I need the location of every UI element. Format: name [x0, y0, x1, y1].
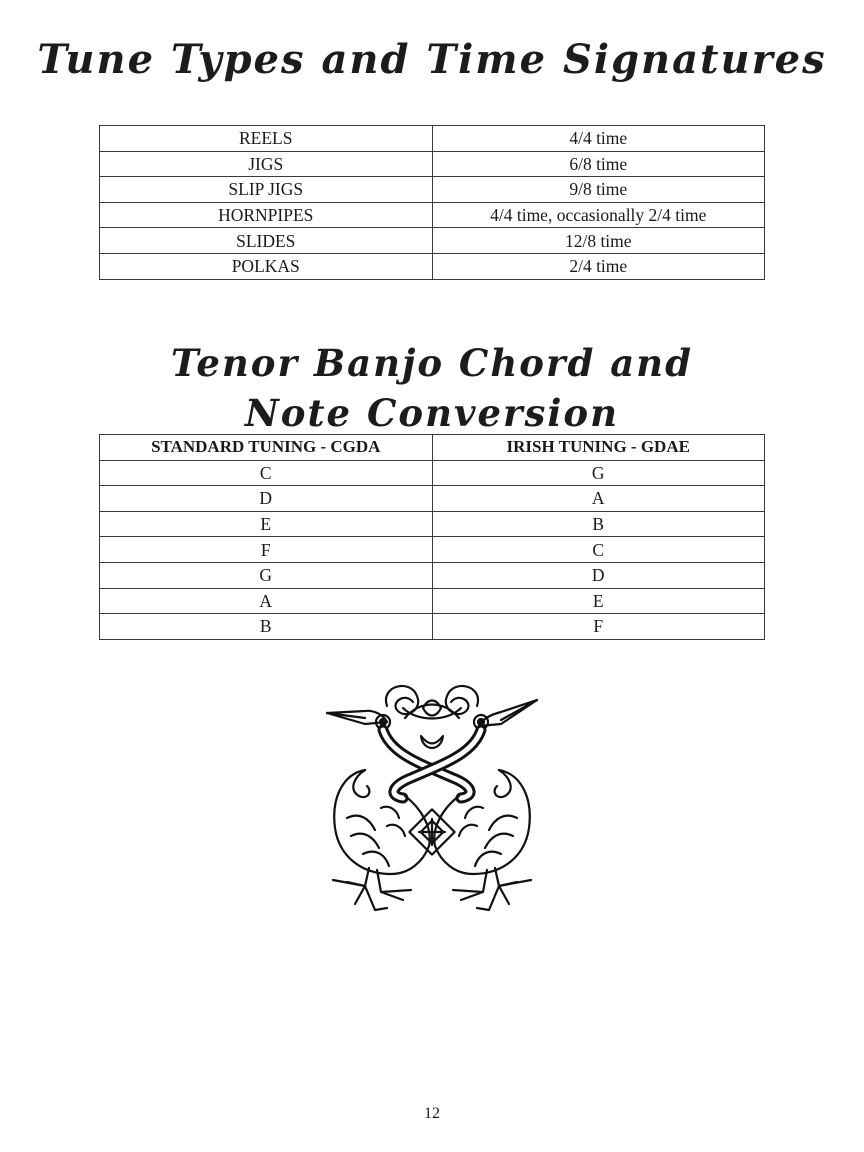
irish-note-cell: G — [432, 460, 765, 486]
standard-note-cell: E — [100, 511, 433, 537]
table-row — [100, 486, 765, 512]
celtic-birds-illustration — [325, 678, 539, 928]
tune-type-cell: SLIDES — [100, 228, 433, 254]
standard-note-cell: C — [100, 460, 433, 486]
irish-note-cell: E — [432, 588, 765, 614]
tune-type-cell: JIGS — [100, 151, 433, 177]
table-row — [100, 202, 765, 228]
table-row — [100, 177, 765, 203]
tune-type-cell: REELS — [100, 126, 433, 152]
standard-note-cell: B — [100, 614, 433, 640]
conversion-title-line2: Note Conversion — [244, 391, 620, 435]
table-row — [100, 614, 765, 640]
table-row — [100, 253, 765, 279]
table-row — [100, 151, 765, 177]
tune-type-cell: POLKAS — [100, 253, 433, 279]
standard-note-cell: F — [100, 537, 433, 563]
time-signature-cell: 4/4 time, occasionally 2/4 time — [432, 202, 765, 228]
table-row — [100, 537, 765, 563]
irish-note-cell: F — [432, 614, 765, 640]
irish-note-cell: C — [432, 537, 765, 563]
irish-note-cell: D — [432, 562, 765, 588]
irish-tuning-header: IRISH TUNING - GDAE — [432, 435, 765, 461]
tune-types-title: Tune Types and Time Signatures — [37, 36, 827, 83]
time-signature-cell: 12/8 time — [432, 228, 765, 254]
tune-types-table — [99, 125, 765, 280]
time-signature-cell: 2/4 time — [432, 253, 765, 279]
time-signature-cell: 6/8 time — [432, 151, 765, 177]
conversion-title — [0, 338, 864, 438]
conversion-table — [99, 434, 765, 640]
table-row — [100, 511, 765, 537]
table-row — [100, 460, 765, 486]
time-signature-cell: 9/8 time — [432, 177, 765, 203]
standard-note-cell: A — [100, 588, 433, 614]
table-header-row — [100, 435, 765, 461]
table-row — [100, 588, 765, 614]
table-row — [100, 562, 765, 588]
standard-note-cell: D — [100, 486, 433, 512]
irish-note-cell: A — [432, 486, 765, 512]
tune-type-cell: HORNPIPES — [100, 202, 433, 228]
time-signature-cell: 4/4 time — [432, 126, 765, 152]
tune-type-cell: SLIP JIGS — [100, 177, 433, 203]
table-row — [100, 126, 765, 152]
table-row — [100, 228, 765, 254]
page-number: 12 — [424, 1105, 440, 1122]
conversion-title-line1: Tenor Banjo Chord and — [171, 341, 693, 385]
standard-note-cell: G — [100, 562, 433, 588]
standard-tuning-header: STANDARD TUNING - CGDA — [100, 435, 433, 461]
irish-note-cell: B — [432, 511, 765, 537]
